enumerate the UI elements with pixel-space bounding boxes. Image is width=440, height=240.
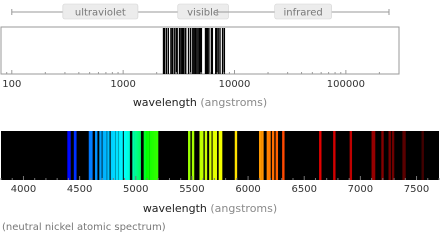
visible-spectrum-line	[422, 131, 424, 180]
visible-spectrum-line	[201, 131, 203, 180]
log-spectrum-line	[174, 28, 175, 74]
log-spectrum-line	[194, 28, 195, 74]
visible-spectrum-line	[392, 131, 394, 180]
visible-spectrum-line	[319, 131, 321, 180]
visible-spectrum-line	[111, 131, 113, 180]
visible-spectrum-line	[144, 131, 146, 180]
visible-spectrum-line	[90, 131, 92, 180]
visible-axis-tick-label: 4500	[66, 184, 93, 195]
visible-axis-tick-label: 5000	[123, 184, 149, 195]
log-axis-title-text: wavelength	[132, 96, 197, 109]
figure-caption: (neutral nickel atomic spectrum)	[2, 222, 166, 233]
visible-spectrum-line	[68, 131, 70, 180]
visible-spectrum-line	[235, 131, 237, 180]
visible-spectrum-line	[220, 131, 222, 180]
visible-spectrum-line	[259, 131, 261, 180]
visible-spectrum-line	[132, 131, 134, 180]
log-axis-title-unit: (angstroms)	[200, 96, 268, 109]
visible-axis-title	[143, 202, 277, 215]
log-spectrum-line	[208, 28, 209, 74]
log-axis-title	[133, 96, 267, 109]
log-spectrum-line	[172, 28, 173, 74]
visible-spectrum-line	[333, 131, 335, 180]
visible-spectrum-line	[272, 131, 274, 180]
visible-spectrum-line	[107, 131, 109, 180]
visible-axis-tick-label: 5500	[179, 184, 205, 195]
log-spectrum-chart	[1, 4, 399, 109]
log-spectrum-line	[196, 28, 197, 74]
log-spectrum-line	[190, 28, 191, 74]
region-label: visible	[187, 7, 220, 19]
visible-spectrum-line	[282, 131, 284, 180]
visible-axis-title-unit: (angstroms)	[210, 202, 278, 215]
visible-spectrum-chart	[1, 131, 439, 215]
log-axis-tick-label: 100000	[326, 79, 365, 90]
log-spectrum-line	[176, 28, 177, 74]
visible-spectrum-line	[215, 131, 217, 180]
log-spectrum-line	[206, 28, 207, 74]
visible-spectrum-line	[373, 131, 375, 180]
visible-spectrum-line	[116, 131, 118, 180]
visible-axis-tick-label: 6000	[235, 184, 261, 195]
visible-spectrum-line	[118, 131, 120, 180]
visible-spectrum-line	[147, 131, 149, 180]
log-spectrum-line	[192, 28, 193, 74]
log-spectrum-lines	[163, 28, 225, 74]
log-axis-tick-label: 100	[2, 79, 22, 90]
log-spectrum-line	[212, 28, 213, 74]
visible-axis-tick-label: 4000	[10, 184, 37, 195]
region-label: infrared	[283, 7, 323, 19]
visible-spectrum-line	[139, 131, 141, 180]
visible-spectrum-line	[276, 131, 278, 180]
visible-spectrum-line	[120, 131, 122, 180]
log-axis-tick-label: 10000	[218, 79, 251, 90]
visible-spectrum-line	[99, 131, 101, 180]
log-axis-tick-label: 1000	[110, 79, 136, 90]
visible-spectrum-line	[209, 131, 211, 180]
visible-spectrum-line	[261, 131, 263, 180]
visible-spectrum-line	[125, 131, 127, 180]
log-spectrum-line	[188, 28, 189, 74]
log-spectrum-line	[164, 28, 165, 74]
visible-spectrum-line	[268, 131, 270, 180]
log-spectrum-line	[183, 28, 184, 74]
visible-spectrum-line	[350, 131, 352, 180]
log-spectrum-line	[201, 28, 202, 74]
visible-spectrum-line	[127, 131, 129, 180]
log-spectrum-line	[170, 28, 171, 74]
visible-spectrum-line	[205, 131, 207, 180]
log-spectrum-line	[195, 28, 196, 74]
visible-spectrum-line	[104, 131, 106, 180]
visible-spectrum-line	[156, 131, 158, 180]
log-spectrum-line	[168, 28, 169, 74]
visible-spectrum-line	[74, 131, 76, 180]
visible-spectrum-line	[188, 131, 190, 180]
visible-spectrum-line	[389, 131, 391, 180]
log-spectrum-line	[224, 28, 225, 74]
region-label: ultraviolet	[74, 7, 126, 19]
log-spectrum-line	[179, 28, 180, 74]
visible-axis-tick-label: 7000	[347, 184, 374, 195]
visible-spectrum-line	[95, 131, 97, 180]
log-spectrum-line	[219, 28, 220, 74]
visible-axis-tick-label: 7500	[403, 184, 430, 195]
log-spectrum-line	[166, 28, 167, 74]
visible-axis-tick-label: 6500	[291, 184, 317, 195]
visible-spectrum-line	[192, 131, 194, 180]
log-spectrum-line	[180, 28, 181, 74]
visible-spectrum-line	[113, 131, 115, 180]
log-spectrum-line	[185, 28, 186, 74]
log-spectrum-line	[216, 28, 217, 74]
spectral-region-labels	[12, 4, 389, 19]
log-spectrum-line	[217, 28, 218, 74]
visible-axis-title-text: wavelength	[142, 202, 207, 215]
visible-spectrum-line	[381, 131, 383, 180]
log-spectrum-line	[222, 28, 223, 74]
visible-spectrum-line	[403, 131, 405, 180]
log-spectrum-line	[207, 28, 208, 74]
